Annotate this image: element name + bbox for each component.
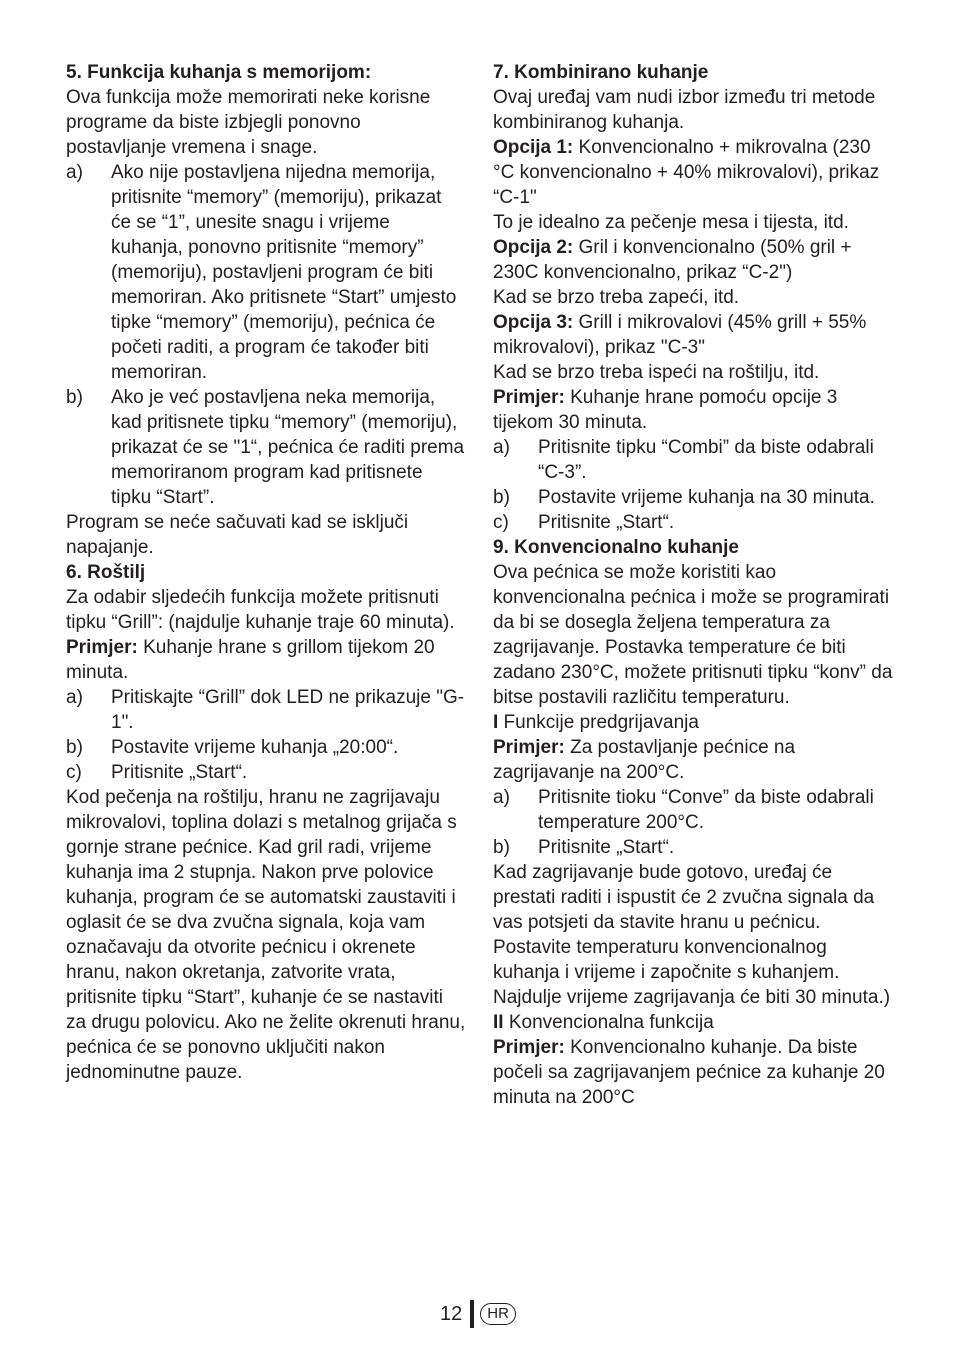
- list-marker: b): [493, 837, 510, 858]
- section-6-intro: Za odabir sljedećih funkcija možete pritisnuti tipku “Grill”: (najdulje kuhanje traje 60 minuta).: [66, 587, 455, 633]
- list-marker: a): [66, 687, 83, 708]
- option-3-note: Kad se brzo treba ispeći na roštilju, itd.: [493, 362, 820, 383]
- list-text: Pritisnite „Start“.: [538, 512, 675, 533]
- list-text: Pritisnite tioku “Conve” da biste odabrali temperature 200°C.: [538, 787, 874, 833]
- list-item: [66, 160, 466, 385]
- example-label: Primjer:: [493, 387, 565, 408]
- subsection-1-heading: [493, 710, 893, 735]
- right-column: [493, 60, 893, 1110]
- section-5-title: 5. Funkcija kuhanja s memorijom:: [66, 62, 372, 83]
- list-marker: c): [493, 512, 509, 533]
- section-6-example: [66, 635, 466, 685]
- list-item: [493, 435, 893, 485]
- option-label: Opcija 3:: [493, 312, 574, 333]
- option-text: Grill i mikrovalovi (45% grill + 55% mikrovalovi), prikaz "C-3": [493, 312, 867, 358]
- list-marker: b): [66, 737, 83, 758]
- list-item: [66, 760, 466, 785]
- list-text: Ako nije postavljena nijedna memorija, pritisnite “memory” (memoriju), prikazat će se “1”, unesite snagu i vrijeme kuhanja, ponovno pritisnite “memory” (memoriju), postavljeni program će biti memoriran. Ako pritisnete “Start” umjesto tipke “memory” (memoriju), pećnica će početi raditi, a program će također biti memoriran.: [111, 162, 457, 383]
- section-7-title: 7. Kombinirano kuhanje: [493, 62, 709, 83]
- example-text: Kuhanje hrane s grillom tijekom 20 minuta.: [66, 637, 435, 683]
- option-text: Konvencionalno + mikrovalna (230 °C konvencionalno + 40% mikrovalovi), prikaz “C-1": [493, 137, 880, 208]
- list-item: [493, 785, 893, 835]
- list-text: Pritisnite „Start“.: [111, 762, 248, 783]
- section-7-example: [493, 385, 893, 435]
- section-9-title: 9. Konvencionalno kuhanje: [493, 537, 739, 558]
- option-2-note: Kad se brzo treba zapeći, itd.: [493, 287, 740, 308]
- example-label: Primjer:: [493, 1037, 565, 1058]
- section-6-title: 6. Roštilj: [66, 562, 146, 583]
- list-text: Postavite vrijeme kuhanja na 30 minuta.: [538, 487, 875, 508]
- example-text: Konvencionalno kuhanje. Da biste počeli sa zagrijavanjem pećnice za kuhanje 20 minuta na 200°C: [493, 1037, 885, 1108]
- list-item: [493, 510, 893, 535]
- option-1: [493, 135, 893, 210]
- list-marker: b): [66, 387, 83, 408]
- list-item: [493, 835, 893, 860]
- option-2: [493, 235, 893, 285]
- section-5-note: Program se neće sačuvati kad se isključi napajanje.: [66, 512, 409, 558]
- left-column: [66, 60, 466, 1085]
- list-text: Pritiskajte “Grill” dok LED ne prikazuje "G-1".: [111, 687, 465, 733]
- subsection-label: II: [493, 1012, 504, 1033]
- list-text: Pritisnite tipku “Combi” da biste odabrali “C-3”.: [538, 437, 874, 483]
- list-item: [66, 385, 466, 510]
- option-label: Opcija 1:: [493, 137, 574, 158]
- list-text: Pritisnite „Start“.: [538, 837, 675, 858]
- subsection-label: I: [493, 712, 499, 733]
- page-footer: [440, 1300, 516, 1328]
- subsection-1-example: [493, 735, 893, 785]
- list-marker: b): [493, 487, 510, 508]
- option-1-note: To je idealno za pečenje mesa i tijesta, itd.: [493, 212, 849, 233]
- list-item: [493, 485, 893, 510]
- list-text: Ako je već postavljena neka memorija, kad pritisnete tipku “memory” (memoriju), prikazat će se "1“, pećnica će raditi prema memoriranom program kad pritisnete tipku “Start”.: [111, 387, 465, 508]
- list-item: [66, 685, 466, 735]
- list-marker: a): [493, 437, 510, 458]
- section-6-body: Kod pečenja na roštilju, hranu ne zagrijavaju mikrovalovi, toplina dolazi s metalnog grijača s gornje strane pećnice. Kad gril radi, vrijeme kuhanja ima 2 stupnja. Nakon prve polovice kuhanja, program će se automatski zaustaviti i oglasit će se dva zvučna signala, koja vam označavaju da otvorite pećnicu i okrenete hranu, nakon okretanja, zatvorite vrata, pritisnite tipku “Start”, kuhanje će se nastaviti za drugu polovicu. Ako ne želite okrenuti hranu, pećnica će se ponovno uključiti nakon jednominutne pauze.: [66, 787, 466, 1083]
- section-5-intro: Ova funkcija može memorirati neke korisne programe da biste izbjegli ponovno postavljanje vremena i snage.: [66, 87, 431, 158]
- list-marker: c): [66, 762, 82, 783]
- section-7-intro: Ovaj uređaj vam nudi izbor između tri metode kombiniranog kuhanja.: [493, 87, 876, 133]
- example-label: Primjer:: [493, 737, 565, 758]
- option-3: [493, 310, 893, 360]
- option-label: Opcija 2:: [493, 237, 574, 258]
- example-text: Za postavljanje pećnice na zagrijavanje na 200°C.: [493, 737, 796, 783]
- list-marker: a): [66, 162, 83, 183]
- footer-divider: [470, 1300, 474, 1328]
- language-badge: HR: [480, 1303, 516, 1325]
- section-9-intro: Ova pećnica se može koristiti kao konvencionalna pećnica i može se programirati da bi se dosegla željena temperatura za zagrijavanje. Postavka temperature će biti zadano 230°C, možete pritisnuti tipku “konv” da bitse postavili različitu temperaturu.: [493, 562, 893, 708]
- subsection-text: Funkcije predgrijavanja: [498, 712, 699, 733]
- option-text: Gril i konvencionalno (50% gril + 230C konvencionalno, prikaz “C-2"): [493, 237, 852, 283]
- example-label: Primjer:: [66, 637, 138, 658]
- example-text: Kuhanje hrane pomoću opcije 3 tijekom 30 minuta.: [493, 387, 838, 433]
- subsection-2-example: [493, 1035, 893, 1110]
- page-number: 12: [440, 1303, 463, 1325]
- list-item: [66, 735, 466, 760]
- list-marker: a): [493, 787, 510, 808]
- subsection-2-heading: [493, 1010, 893, 1035]
- subsection-text: Konvencionalna funkcija: [503, 1012, 714, 1033]
- subsection-1-body: Kad zagrijavanje bude gotovo, uređaj će prestati raditi i ispustit će 2 zvučna signala da vas potsjeti da stavite hranu u pećnicu. Postavite temperaturu konvencionalnog kuhanja i vrijeme i započnite s kuhanjem. Najdulje vrijeme zagrijavanja će biti 30 minuta.): [493, 862, 891, 1008]
- list-text: Postavite vrijeme kuhanja „20:00“.: [111, 737, 399, 758]
